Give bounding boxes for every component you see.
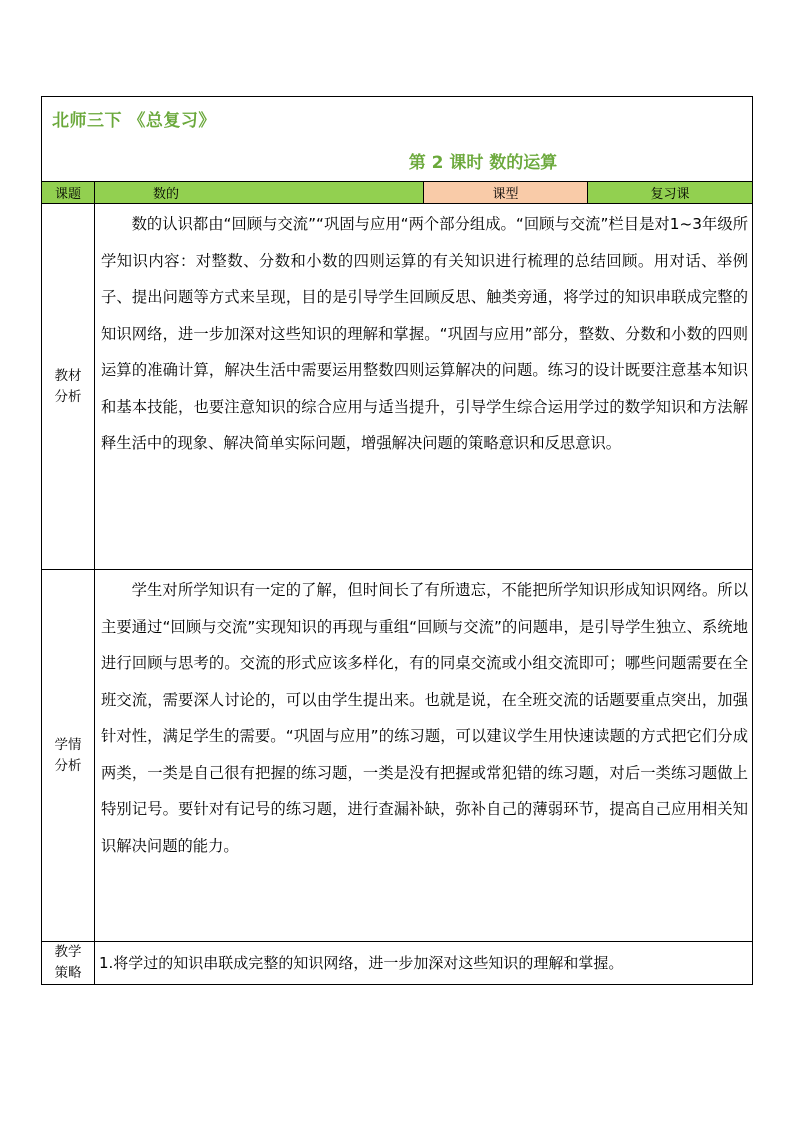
teaching-strategy-label [42, 942, 95, 985]
lesson-title: 第 2 课时 数的运算 [408, 153, 558, 173]
student-analysis-row [42, 570, 753, 942]
student-analysis-label [42, 570, 95, 942]
type-label: 课型 [424, 182, 588, 204]
textbook-analysis-label-text: 教材 分析 [54, 367, 82, 405]
meta-row [42, 182, 753, 204]
topic-label: 课题 [42, 182, 95, 204]
series-title: 北师三下 《总复习》 [52, 111, 216, 131]
teaching-strategy-text: 1.将学过的知识串联成完整的知识网络，进一步加深对这些知识的理解和掌握。 [95, 942, 753, 985]
textbook-analysis-label [42, 204, 95, 570]
student-analysis-label-text: 学情 分析 [54, 736, 82, 774]
lesson-plan-table [41, 96, 753, 985]
textbook-analysis-text: 数的认识都由“回顾与交流”“巩固与应用“两个部分组成。“回顾与交流”栏目是对1~3年级所学知识内容：对整数、分数和小数的四则运算的有关知识进行梳理的总结回顾。用对话、举例子、提出问题等方式来呈现，目的是引导学生回顾反思、触类旁通，将学过的知识串联成完整的知识网络，进一步加深对这些知识的理解和掌握。“巩固与应用”部分，整数、分数和小数的四则运算的准确计算，解决生活中需要运用整数四则运算解决的问题。练习的设计既要注意基本知识和基本技能，也要注意知识的综合应用与适当提升，引导学生综合运用学过的数学知识和方法解释生活中的现象、解决简单实际问题，增强解决问题的策略意识和反思意识。 [101, 215, 748, 452]
topic-value: 数的 [95, 182, 424, 204]
student-analysis-text: 学生对所学知识有一定的了解，但时间长了有所遗忘，不能把所学知识形成知识网络。所以主要通过“回顾与交流”实现知识的再现与重组“回顾与交流”的问题串，是引导学生独立、系统地进行回顾与思考的。交流的形式应该多样化，有的同桌交流或小组交流即可；哪些问题需要在全班交流，需要深人讨论的，可以由学生提出来。也就是说，在全班交流的话题要重点突出，加强针对性，满足学生的需要。“巩固与应用”的练习题，可以建议学生用快速读题的方式把它们分成两类，一类是自己很有把握的练习题，一类是没有把握或常犯错的练习题，对后一类练习题做上特别记号。要针对有记号的练习题，进行查漏补缺，弥补自己的薄弱环节，提高自己应用相关知识解决问题的能力。 [101, 581, 748, 855]
lesson-title-wrap [42, 148, 752, 173]
student-analysis-cell [95, 570, 753, 942]
textbook-analysis-cell [95, 204, 753, 570]
type-value: 复习课 [588, 182, 753, 204]
teaching-strategy-row [42, 942, 753, 985]
header-cell [42, 97, 753, 182]
teaching-strategy-label-text: 教学 策略 [54, 944, 82, 981]
textbook-analysis-row [42, 204, 753, 570]
